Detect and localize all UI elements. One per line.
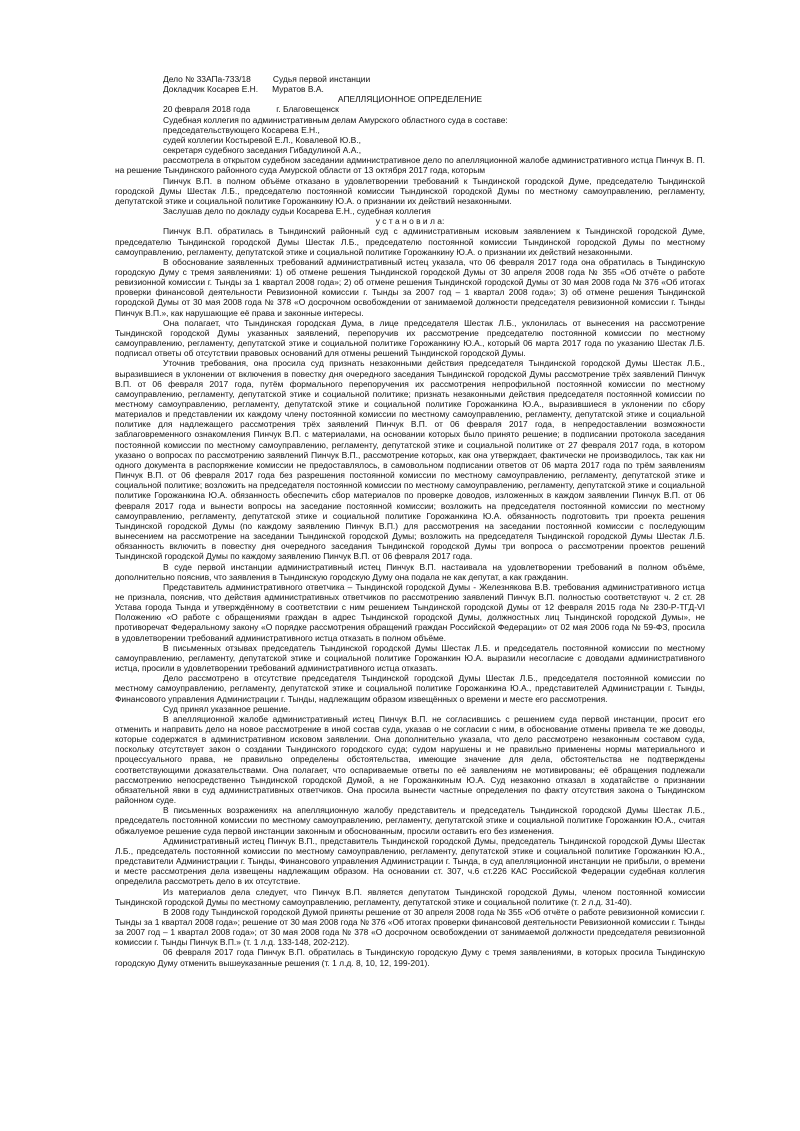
document-page bbox=[115, 74, 705, 968]
header-line-2 bbox=[115, 84, 705, 94]
paragraph: Уточнив требования, она просила суд признать незаконными действия председателя Тындинской городской Думы Шестак Л.Б., выразившиеся в уклонении от включения в повестку дня очередного заседания Тындинской городской Думы рассмотрение трёх заявлений Пинчук В.П. от 06 февраля 2017 года, путём формального перепоручения их рассмотрения непрофильной постоянной комиссии по местному самоуправлению, регламенту, депутатской этике и социальной политике; признать незаконными действия председателя постоянной комиссии по местному самоуправлению, регламенту, депутатской этике и социальной политике Горожанкина Ю.А., выразившиеся в уклонении по сбору материалов и представлении их каждому члену постоянной комиссии по местному самоуправлению, регламенту, депутатской этике и социальной политике для надлежащего рассмотрения трёх заявлений Пинчук В.П. от 06 февраля 2017 года, в непредоставлении возможности заблаговременного ознакомления Пинчук В.П. с материалами, на основании которых было принято решение; в подписании протокола заседания постоянной комиссии по местному самоуправлению, регламенту, депутатской этике и социальной политике от 27 февраля 2017 года, в котором указано о вопросах по рассмотрению заявлений Пинчук В.П., рассмотрение которых, как она утверждает, фактически не производилось, так как ни одного документа в распоряжение комиссии не предоставлялось, в самовольном подписании ответов от 06 марта 2017 года по трём заявлениям Пинчук В.П. от 06 февраля 2017 года без разрешения постоянной комиссии по местному самоуправлению, регламенту, депутатской этике и социальной политике; возложить на председателя постоянной комиссии по местному самоуправлению, регламенту, депутатской этике и социальной политике Горожанкина Ю.А. обязанность обеспечить сбор материалов по проверке доводов, изложенных в каждом заявлении Пинчук В.П. от 06 февраля 2017 года и вынести вопросы на заседание постоянной комиссии; возложить на председателя постоянной комиссии по местному самоуправлению, регламенту, депутатской этике и социальной политике Горожанкина Ю.А. обязанность подготовить три проекта решения Тындинской городской Думы (по каждому заявлению Пинчук В.П.) для рассмотрения на заседании постоянной комиссии с последующим вынесением на рассмотрение на заседании Тындинской городской Думы; возложить на председателя Тындинской городской Думы Шестак Л.Б. обязанность включить в повестку дня очередного заседания Тындинской городской Думы три вопроса о рассмотрении проектов решений Тындинской городской Думы по каждому заявлению Пинчук В.П. от 06 февраля 2017 года. bbox=[115, 358, 705, 562]
ustanovila-heading: у с т а н о в и л а: bbox=[375, 216, 445, 227]
paragraph: Пинчук В.П. в полном объёме отказано в удовлетворении требований к Тындинской городской Думе, председателю Тындинской городской Думы Шестак Л.Б., председателю постоянной комиссии Тындинской городской Думы по местному самоуправлению, регламенту, депутатской этике и социальной политике Горожанкину Ю.А. о признании их действий незаконными. bbox=[115, 175, 705, 206]
paragraph: Пинчук В.П. обратилась в Тындинский районный суд с административным исковым заявлением к Тындинской городской Думе, председателю Тындинской городской Думы Шестак Л.Б., председателю постоянной комиссии Тындинской городской Думы по местному самоуправлению, регламенту, депутатской этике и социальной политике Горожанкину Ю.А. о признании их действий незаконными. bbox=[115, 226, 705, 257]
paragraph: В суде первой инстанции административный истец Пинчук В.П. настаивала на удовлетворении требований в полном объёме, дополнительно пояснив, что заявления в Тындинскую городскую Думу она подала не как депутат, а как гражданин. bbox=[115, 561, 705, 582]
paragraph: В письменных возражениях на апелляционную жалобу представитель и председатель Тындинской городской Думы Шестак Л.Б., председатель постоянной комиссии по местному самоуправлению, регламенту, депутатской этике и социальной политике Горожанкин Ю.А., считая обжалуемое решение суда первой инстанции законным и обоснованным, просили оставить его без изменения. bbox=[115, 805, 705, 836]
paragraph: Из материалов дела следует, что Пинчук В.П. является депутатом Тындинской городской Думы, членом постоянной комиссии Тындинской городской Думы по местному самоуправлению, регламенту, депутатской этике и социальной политике (т. 2 л.д. 31-40). bbox=[115, 886, 705, 907]
paragraph: рассмотрела в открытом судебном заседании административное дело по апелляционной жалобе административного истца Пинчук В. П. на решение Тындинского районного суда Амурской области от 13 октября 2017 года, которым bbox=[115, 155, 705, 176]
paragraph: Административный истец Пинчук В.П., представитель Тындинской городской Думы, председатель Тындинской городской Думы Шестак Л.Б., председатель постоянной комиссии по местному самоуправлению, регламенту, депутатской этике и социальной политике Горожанкин Ю.А., представители Администрации г. Тынды, Финансового управления Администрации г. Тында, в суд апелляционной инстанции не прибыли, о времени и месте рассмотрения дела извещены надлежащим образом. На основании ст. 307, ч.6 ст.226 КАС Российской Федерации судебная коллегия определила рассмотреть дело в их отсутствие. bbox=[115, 835, 705, 887]
paragraph: В апелляционной жалобе административный истец Пинчук В.П. не согласившись с решением суда первой инстанции, просит его отменить и направить дело на новое рассмотрение в иной состав суда, указав о не согласии с ним, в обоснование отмены привела те же доводы, которые содержатся в административном исковом заявлении. Она дополнительно указала, что дело рассмотрено незаконным составом суда, поскольку отсутствует закон о создании Тындинского городского суда; судом нарушены и не правильно применены нормы материального и процессуального права, не правильно определены обстоятельства, имеющие значение для дела, обстоятельства не подтверждены соответствующими доказательствами. Она полагает, что оспариваемые ответы по её заявлениям не мотивированы; её обращения подлежали рассмотрению непосредственно Тындинской городской Думой, а не Горожанкиным Ю.А. Суд незаконно отказал в ходатайстве о признании обязательной явки в суд административных ответчиков. Она просила вынести частные определения по факту отсутствия закона о Тындинском районном суде. bbox=[115, 713, 705, 806]
decision-date: 20 февраля 2018 года bbox=[163, 104, 251, 115]
date-place bbox=[115, 104, 705, 114]
judge-first-instance-label: Судья первой инстанции bbox=[272, 74, 371, 84]
paragraph: Она полагает, что Тындинская городская Дума, в лице председателя Шестак Л.Б., уклонилась от вынесения на рассмотрение Тындинской городской Думы указанных заявлений, перепоручив их рассмотрение председателю постоянной комиссии по местному самоуправлению, регламенту, депутатской этике и социальной политике Горожанкину Ю.А., который 06 марта 2017 года по указанию Шестак Л.Б. подписал ответы об отсутствии правовых оснований для отмены решений Тындинской городской Думы. bbox=[115, 317, 705, 359]
rapporteur: Докладчик Косарев Е.Н. bbox=[163, 84, 259, 95]
header-line-1 bbox=[115, 74, 705, 84]
paragraph: 06 февраля 2017 года Пинчук В.П. обратилась в Тындинскую городскую Думу с тремя заявлениями, в которых просила Тындинскую городскую Думу отменить вышеуказанные решения (т. 1 л.д. 8, 10, 12, 199-201). bbox=[115, 947, 705, 968]
paragraph: В письменных отзывах председатель Тындинской городской Думы Шестак Л.Б. и председатель постоянной комиссии по местному самоуправлению, регламенту, депутатской этике и социальной политике Горожанкин Ю.А. выразили несогласие с доводами административного истца, просили в удовлетворении требований административного истца отказать. bbox=[115, 642, 705, 674]
intro-line: председательствующего Косарева Е.Н., bbox=[163, 124, 320, 135]
paragraph: Представитель административного ответчика – Тындинской городской Думы - Железнякова В.В. требования административного истца не признала, пояснив, что действия административных ответчиков по рассмотрению заявлений Пинчук В.П. полностью соответствуют ч. 2 ст. 28 Устава города Тында и утверждённому в соответствии с ним решением Тындинской городской Думы от 12 февраля 2015 года № 230-Р-ТГД-VI Положению «О работе с обращениями граждан в адрес Тындинской городской Думы, должностных лиц Тындинской городской Думы», не противоречат Федеральному закону «О порядке рассмотрения обращений граждан Российской Федерации» от 02 мая 2006 года № 59-ФЗ, просила в удовлетворении требований административного истца отказать в полном объёме. bbox=[115, 581, 705, 643]
intro-line: секретаря судебного заседания Гибадулиной А.А., bbox=[163, 145, 362, 156]
judge-name: Муратов В.А. bbox=[272, 84, 324, 95]
paragraph: В 2008 году Тындинской городской Думой приняты решение от 30 апреля 2008 года № 355 «Об отчёте о работе ревизионной комиссии г. Тынды за 1 квартал 2008 года»; решение от 30 мая 2008 года № 376 «Об итогах проверки финансовой деятельности Ревизионной комиссии г. Тынды за 2007 год – 1 квартал 2008 года»; от 30 мая 2008 года № 378 «О досрочном освобождении от занимаемой должности председателя ревизионной комиссии г. Тынды Пинчук В.П.» (т. 1 л.д. 133-148, 202-212). bbox=[115, 906, 705, 948]
decision-city: г. Благовещенск bbox=[276, 104, 339, 115]
case-number: Дело № 33АПа-733/18 bbox=[163, 74, 251, 84]
paragraph: В обоснование заявленных требований административный истец указала, что 06 февраля 2017 года она обратилась в Тындинскую городскую Думу с тремя заявлениями: 1) об отмене решения Тындинской городской Думы от 30 апреля 2008 года № 355 «Об отчёте о работе ревизионной комиссии г. Тынды за 1 квартал 2008 года»; 2) об отмене решения Тындинской городской Думы от 30 мая 2008 года № 376 «Об итогах проверки финансовой деятельности Ревизионной комиссии г. Тынды за 2007 год – 1 квартал 2008 года»; 3) об отмене решения Тындинской городской Думы от 30 мая 2008 года № 378 «О досрочном освобождении от занимаемой должности председателя ревизионной комиссии г. Тынды Пинчук В.П.», как нарушающие её права и законные интересы. bbox=[115, 256, 705, 318]
document-title: АПЕЛЛЯЦИОННОЕ ОПРЕДЕЛЕНИЕ bbox=[337, 94, 483, 105]
paragraph: Суд принял указанное решение. bbox=[163, 703, 291, 714]
paragraph: Дело рассмотрено в отсутствие председателя Тындинской городской Думы Шестак Л.Б., председателя постоянной комиссии по местному самоуправлению, регламенту, депутатской этике и социальной политике Горожанкина Ю.А., представителей Администрации г. Тынды, Финансового управления Администрации г. Тынды, надлежащим образом извещённых о времени и месте его рассмотрения. bbox=[115, 673, 705, 704]
intro-line: Судебная коллегия по административным делам Амурского областного суда в составе: bbox=[163, 114, 508, 125]
paragraph: Заслушав дело по докладу судьи Косарева Е.Н., судебная коллегия bbox=[163, 206, 431, 217]
intro-line: судей коллегии Костыревой Е.Л., Ковалевой Ю.В., bbox=[163, 134, 361, 145]
